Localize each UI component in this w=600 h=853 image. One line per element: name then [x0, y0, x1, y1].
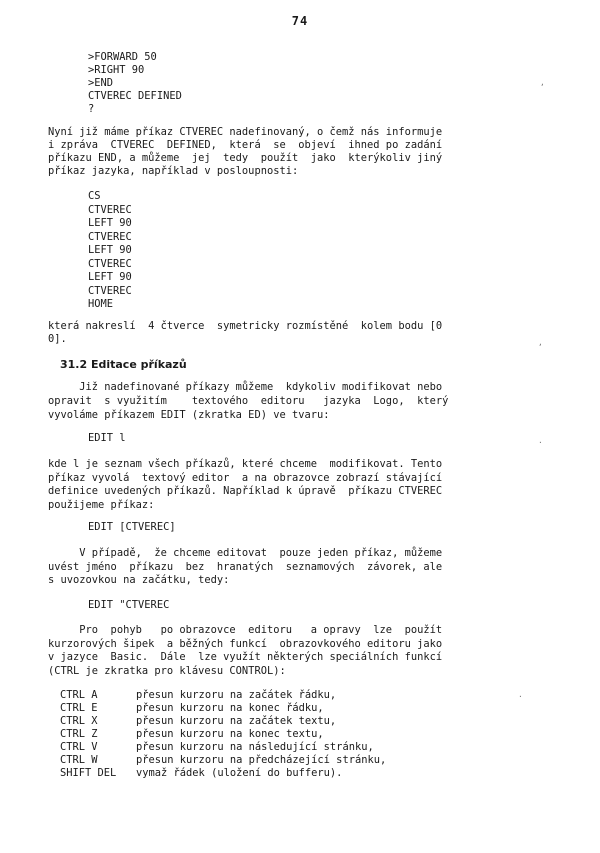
text-line: Pro pohyb po obrazovce editoru a opravy lze použít	[48, 624, 443, 636]
key-description: přesun kurzoru na předcházející stránku,	[136, 754, 387, 766]
text-line: kde l je seznam všech příkazů, které chceme modifikovat. Tento	[48, 458, 443, 470]
key-description: přesun kurzoru na začátek textu,	[136, 715, 337, 727]
text-line: Již nadefinované příkazy můžeme kdykoliv modifikovat nebo	[48, 381, 443, 393]
scan-speck: ,	[540, 78, 545, 87]
text-line: použijeme příkaz:	[48, 499, 155, 511]
code-line: >RIGHT 90	[88, 64, 145, 76]
text-line: příkaz vyvolá textový editor a na obrazovce zobrazí stávající	[48, 472, 443, 484]
text-line: (CTRL je zkratka pro klávesu CONTROL):	[48, 665, 286, 677]
text-line: V případě, že chceme editovat pouze jeden příkaz, můžeme	[48, 547, 443, 559]
code-edit-bracket: EDIT [CTVEREC]	[88, 521, 176, 533]
text-line: 0].	[48, 333, 67, 345]
text-line: která nakreslí 4 čtverce symetricky rozmístěné kolem bodu [0	[48, 320, 443, 332]
text-line: i zpráva CTVEREC DEFINED, která se objeví ihned po zadání	[48, 139, 443, 151]
text-line: Nyní již máme příkaz CTVEREC nadefinovaný, o čemž nás informuje	[48, 126, 443, 138]
scan-speck: .	[518, 690, 523, 699]
page-number: 74	[291, 14, 309, 28]
key-name: CTRL Z	[60, 728, 98, 740]
code-line: CTVEREC	[88, 204, 132, 216]
code-line: CTVEREC DEFINED	[88, 90, 182, 102]
text-line: kurzorových šipek a běžných funkcí obrazovkového editoru jako	[48, 638, 443, 650]
scan-speck: ,	[538, 338, 543, 347]
key-name: CTRL E	[60, 702, 98, 714]
code-line: LEFT 90	[88, 271, 132, 283]
key-name: CTRL A	[60, 689, 98, 701]
key-name: CTRL X	[60, 715, 98, 727]
text-line: s uvozovkou na začátku, tedy:	[48, 574, 230, 586]
code-line: >END	[88, 77, 114, 89]
key-description: přesun kurzoru na začátek řádku,	[136, 689, 337, 701]
code-edit-list: EDIT l	[88, 432, 126, 444]
code-line: CTVEREC	[88, 285, 132, 297]
key-description: přesun kurzoru na konec textu,	[136, 728, 324, 740]
code-line: HOME	[88, 298, 114, 310]
key-name: CTRL W	[60, 754, 98, 766]
text-line: příkazu END, a můžeme jej tedy použít jako kterýkoliv jiný	[48, 152, 443, 164]
code-line: CTVEREC	[88, 258, 132, 270]
code-line: CTVEREC	[88, 231, 132, 243]
text-line: uvést jméno příkazu bez hranatých seznamových závorek, ale	[48, 561, 443, 573]
key-name: CTRL V	[60, 741, 98, 753]
text-line: opravit s využitím textového editoru jazyka Logo, který	[48, 395, 449, 407]
section-heading: 31.2 Editace příkazů	[60, 358, 187, 371]
code-line: LEFT 90	[88, 244, 132, 256]
key-description: přesun kurzoru na následující stránku,	[136, 741, 374, 753]
code-edit-quote: EDIT "CTVEREC	[88, 599, 170, 611]
text-line: příkaz jazyka, například v posloupnosti:	[48, 165, 299, 177]
scan-speck: .	[538, 436, 543, 445]
code-line: ?	[88, 103, 95, 115]
key-description: vymaž řádek (uložení do bufferu).	[136, 767, 343, 779]
key-name: SHIFT DEL	[60, 767, 117, 779]
code-line: >FORWARD 50	[88, 51, 157, 63]
key-description: přesun kurzoru na konec řádku,	[136, 702, 324, 714]
text-line: definice uvedených příkazů. Například k úpravě příkazu CTVEREC	[48, 485, 443, 497]
text-line: v jazyce Basic. Dále lze využít některých speciálních funkcí	[48, 651, 443, 663]
text-line: vyvoláme příkazem EDIT (zkratka ED) ve tvaru:	[48, 409, 330, 421]
code-line: CS	[88, 190, 101, 202]
code-line: LEFT 90	[88, 217, 132, 229]
